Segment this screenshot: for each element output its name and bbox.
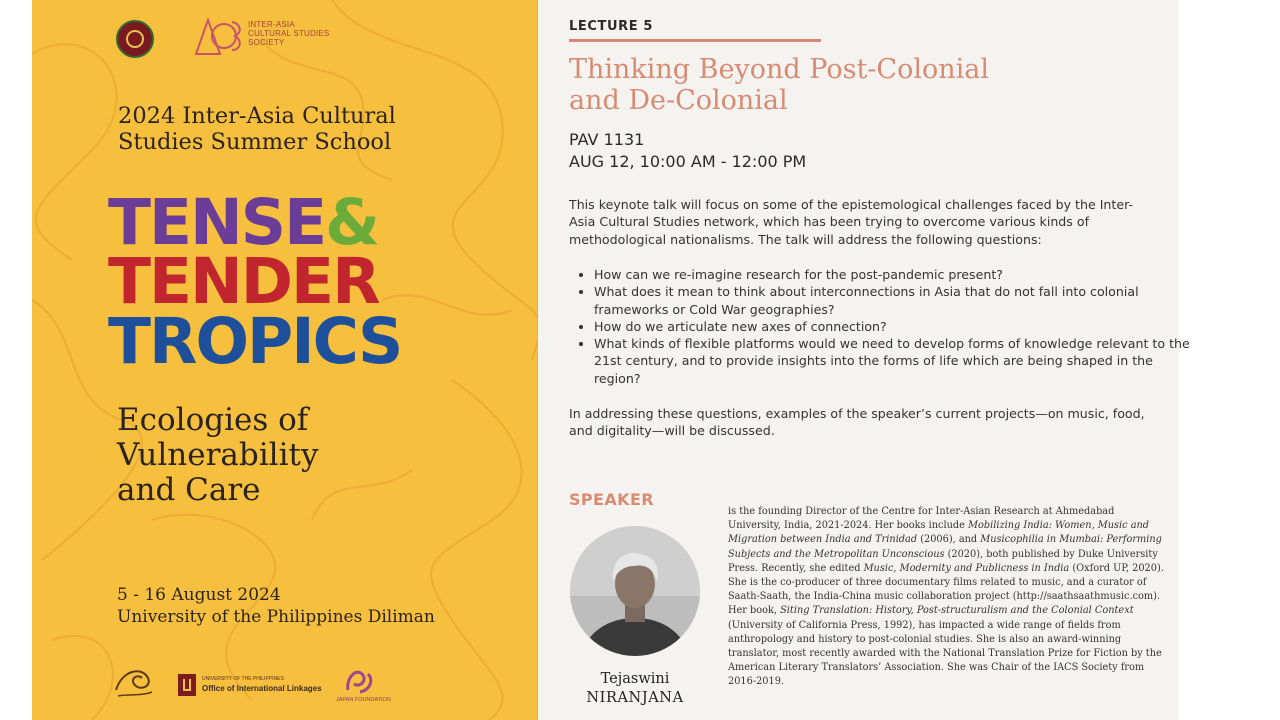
event-poster [32, 0, 537, 720]
iacs-text-line: SOCIETY [248, 38, 285, 47]
speaker-first-name: Tejaswini [600, 671, 670, 687]
headline-tender: TENDER [108, 245, 379, 318]
oil-logo-icon [178, 674, 196, 696]
lecture-room: PAV 1131 [569, 130, 645, 149]
lecture-title-line: and De-Colonial [569, 85, 788, 116]
subtitle-line: Vulnerability [117, 437, 319, 473]
lecture-title [569, 54, 1129, 116]
question-item: • What does it mean to think about interconnections in Asia that do not fall into colonial frameworks or Cold War geographies? [594, 283, 1194, 318]
speaker-bio [728, 505, 1164, 690]
question-item: • What kinds of flexible platforms would we need to develop forms of knowledge relevant to the 21st century, and to provide insights into the forms of life which are being shaped in the region? [594, 335, 1194, 387]
poster-subtitle [117, 403, 417, 508]
headline-tropics: TROPICS [108, 305, 402, 378]
bio-text: (2020), both published by Duke University Press. Recently, she edited [728, 548, 1158, 574]
subtitle-line: Ecologies of [117, 402, 309, 438]
speaker-last-name: NIRANJANA [586, 690, 684, 706]
iacs-logo-text [248, 20, 338, 47]
summer-school-title [118, 103, 438, 155]
title-line: Studies Summer School [118, 129, 392, 155]
bio-text: (University of California Press, 1992), has impacted a wide range of fields from anthropology and history to post-colonial studies. She is also an award-winning translator, most recently awarded with the National Translation Prize for Fiction by the American Literary Translators’ Association. She was Chair of the IACS Society from 2016-2019. [728, 619, 1162, 688]
title-line: 2024 Inter-Asia Cultural [118, 103, 396, 129]
subtitle-line: and Care [117, 472, 261, 508]
bio-text: (Oxford UP, 2020). She is the co-producer of three documentary films related to music, and a curator of Saath-Saath, the India-China music collaboration project (http://saathsaathmusic.com). Her book, [728, 562, 1164, 617]
speaker-portrait-icon [570, 526, 700, 656]
tense-word: TENSE [108, 186, 326, 259]
headline-tense [108, 186, 379, 259]
lecture-intro: This keynote talk will focus on some of the epistemological challenges faced by the Inter-Asia Cultural Studies network, which has been trying to overcome various kinds of methodological nationalisms. The talk will address the following questions: [569, 197, 1134, 247]
partner-university: UNIVERSITY OF THE PHILIPPINES [202, 676, 284, 682]
japan-foundation-icon [342, 664, 376, 696]
bio-text: (2006), and [917, 534, 981, 546]
lecture-title-line: Thinking Beyond Post-Colonial [569, 54, 989, 85]
partner-office: Office of International Linkages [202, 684, 322, 693]
speaker-heading: SPEAKER [569, 490, 655, 509]
bio-book-title: Siting Translation: History, Post-structuralism and the Colonial Context [780, 605, 1134, 617]
lecture-closing: In addressing these questions, examples of the speaker’s current projects—on music, food, and digitality—will be discussed. [569, 406, 1145, 439]
iacs-logo-icon [194, 16, 242, 56]
event-venue: University of the Philippines Diliman [117, 607, 435, 627]
question-list [569, 266, 1194, 387]
swirl-logo-icon [112, 660, 156, 700]
bio-book-title: Mobilizing India: Women, Music and Migration between India and Trinidad [728, 520, 1150, 546]
speaker-photo [570, 526, 700, 656]
question-item: • How can we re-imagine research for the post-pandemic present? [594, 266, 1194, 283]
ampersand: & [325, 186, 379, 259]
lecture-page [537, 0, 1190, 720]
lecture-divider [569, 39, 821, 42]
lecture-number: LECTURE 5 [569, 19, 653, 34]
lecture-time: AUG 12, 10:00 AM - 12:00 PM [569, 152, 807, 171]
up-seal-logo [116, 20, 154, 58]
iacs-text-line: INTER-ASIA [248, 20, 295, 29]
bio-text: is the founding Director of the Centre for Inter-Asian Research at Ahmedabad University, India, 2021-2024. Her books include [728, 506, 1115, 532]
bio-book-title: Musicophilia in Mumbai: Performing Subjects and the Metropolitan Unconscious [728, 534, 1162, 560]
bio-book-title: Music, Modernity and Publicness in India [863, 562, 1070, 574]
event-dates: 5 - 16 August 2024 [117, 585, 281, 605]
question-item: • How do we articulate new axes of connection? [594, 318, 1194, 335]
iacs-text-line: CULTURAL STUDIES [248, 29, 330, 38]
japan-foundation-text: JAPAN FOUNDATION [336, 697, 391, 703]
